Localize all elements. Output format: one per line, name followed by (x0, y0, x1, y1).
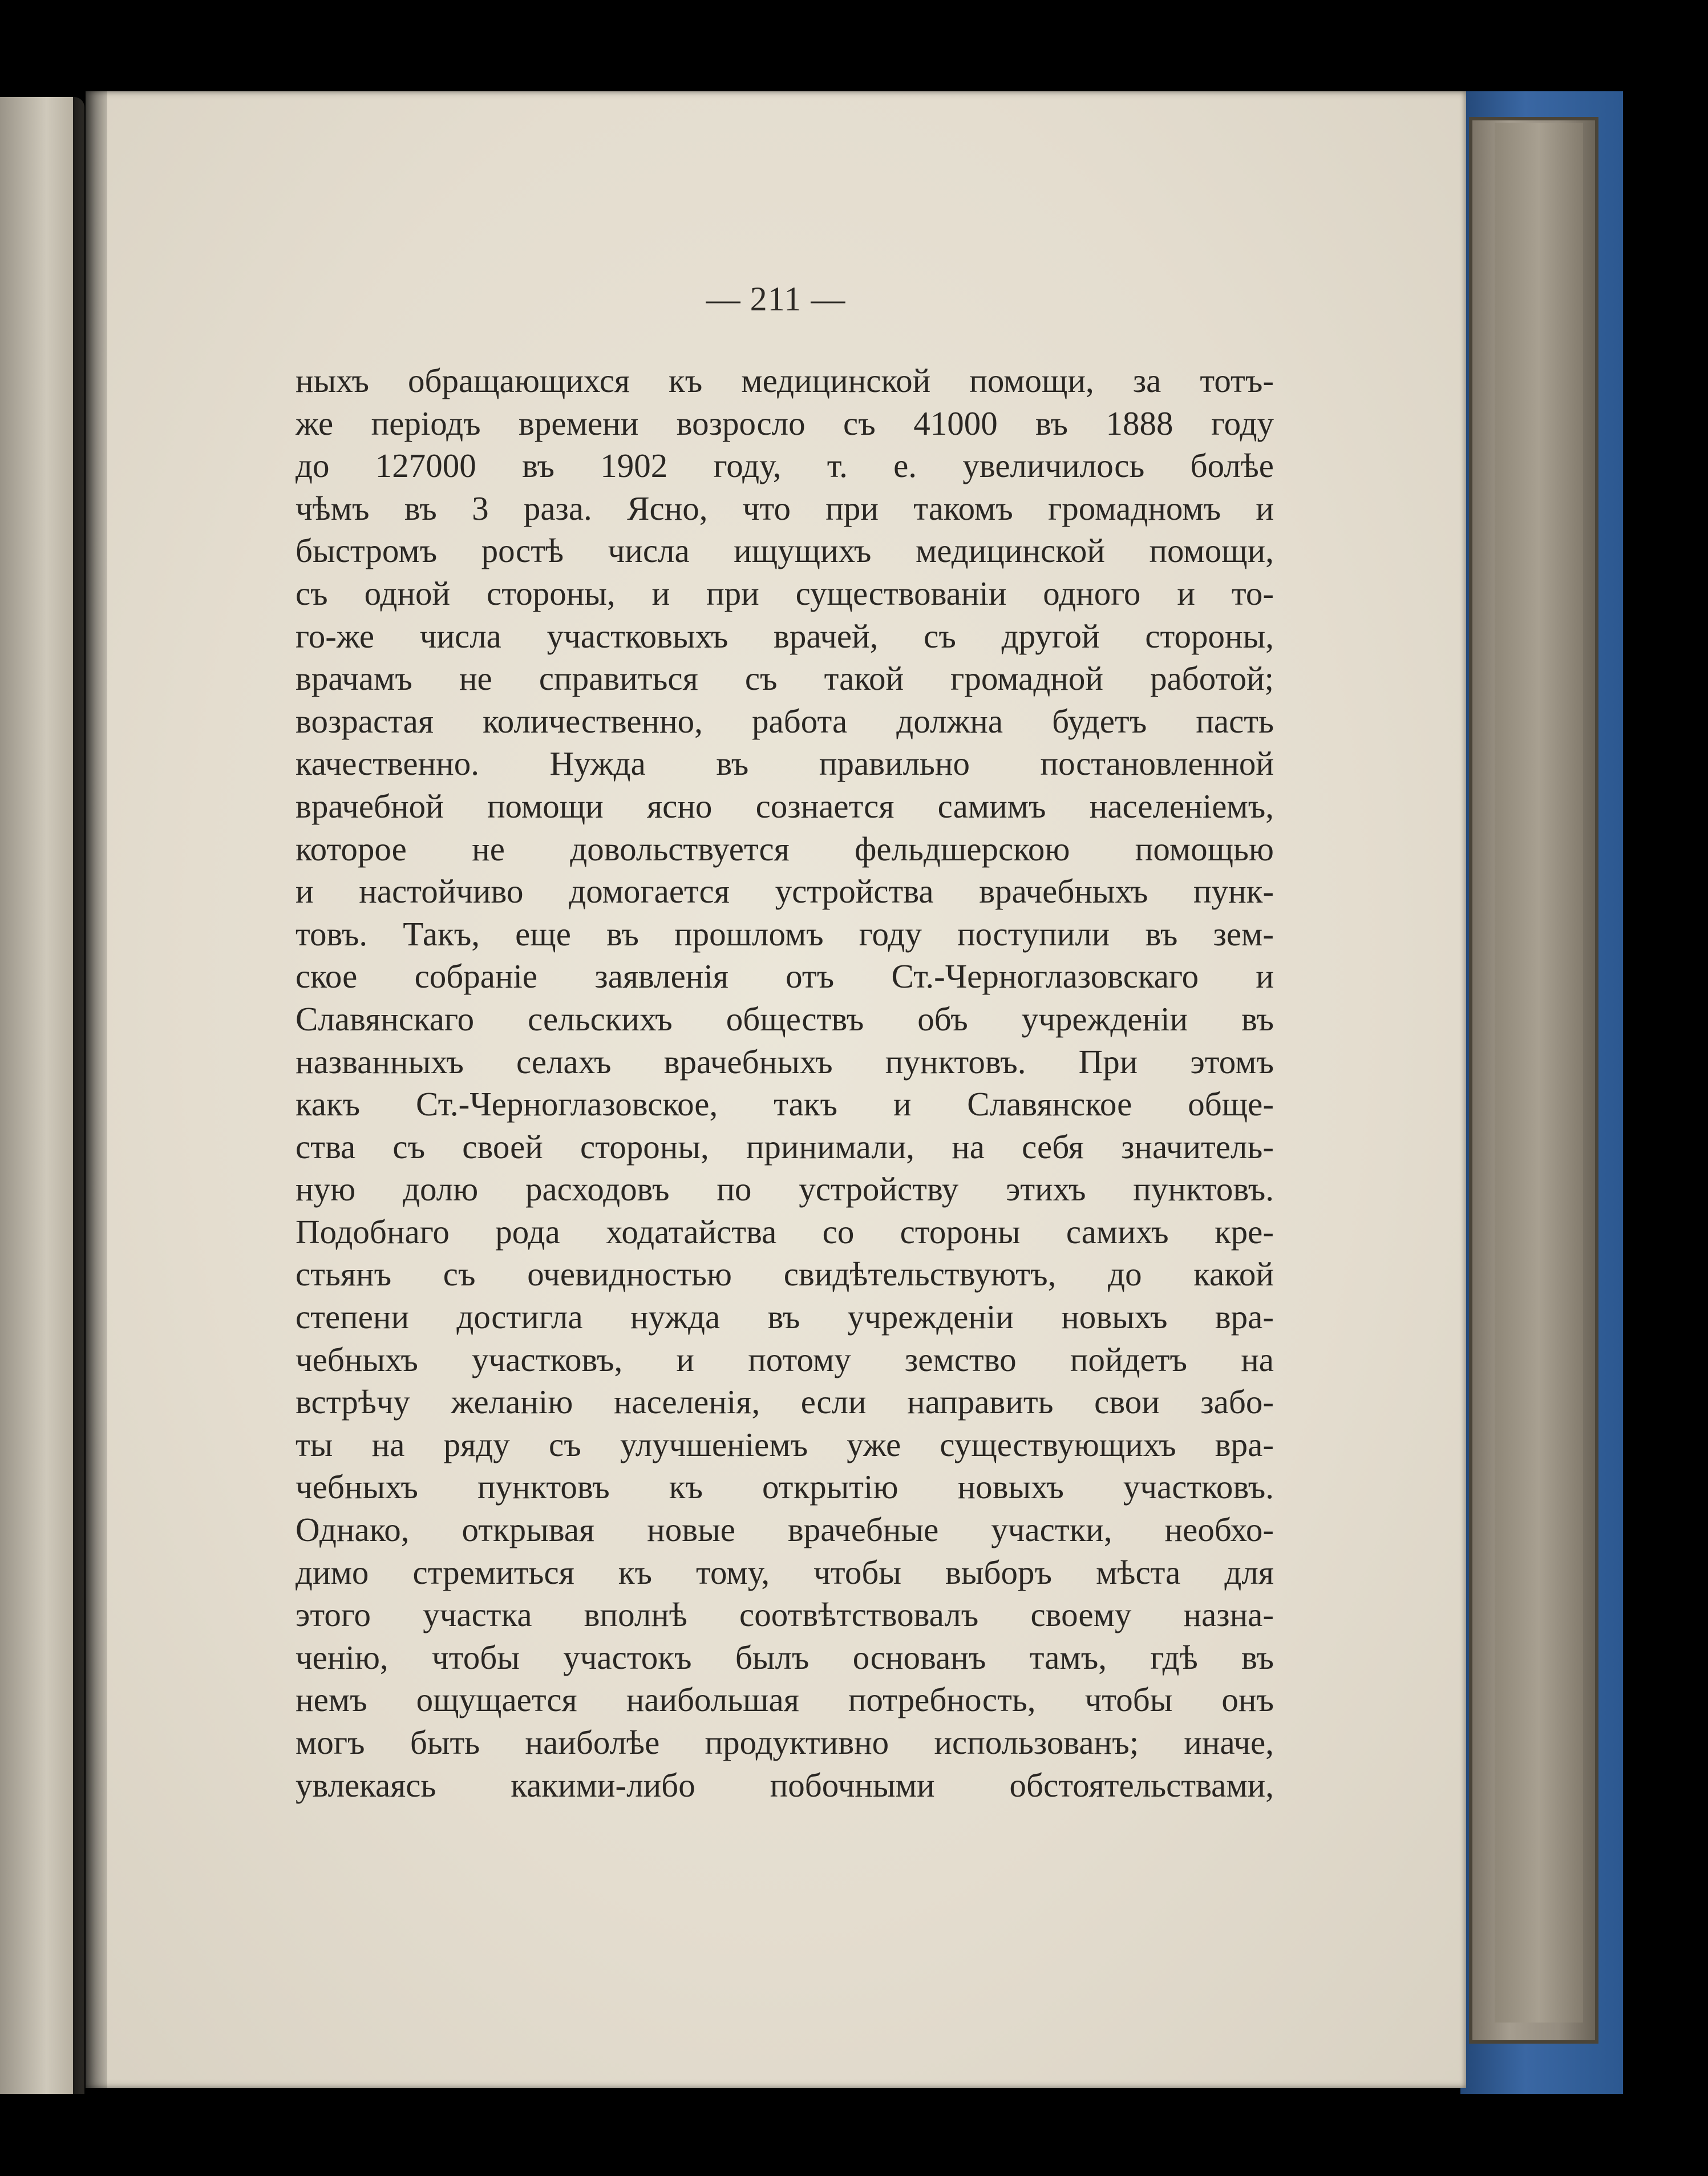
text-line: го-же числа участковыхъ врачей, съ другой стороны, (296, 617, 1274, 655)
text-line: Славянскаго сельскихъ обществъ объ учрежденіи въ (296, 1000, 1274, 1038)
text-line: стьянъ съ очевидностью свидѣтельствуютъ, до какой (296, 1255, 1274, 1293)
text-line: Однако, открывая новые врачебные участки, необхо- (296, 1511, 1274, 1549)
text-line: съ одной стороны, и при существованіи одного и то- (296, 574, 1274, 612)
text-line: могъ быть наиболѣе продуктивно использованъ; иначе, (296, 1724, 1274, 1761)
page-gutter-shadow (73, 91, 107, 2094)
text-line: качественно. Нужда въ правильно постановленной (296, 745, 1274, 783)
text-line: ства съ своей стороны, принимали, на себя значитель- (296, 1127, 1274, 1166)
body-text (296, 359, 1274, 1806)
text-line: ское собраніе заявленія отъ Ст.-Черноглазовскаго и (296, 957, 1274, 996)
text-line: же періодъ времени возросло съ 41000 въ 1888 году (296, 404, 1274, 442)
text-line: врачебной помощи ясно сознается самимъ населеніемъ, (296, 787, 1274, 825)
text-line: товъ. Такъ, еще въ прошломъ году поступили въ зем- (296, 915, 1274, 953)
previous-page-edge (0, 97, 84, 2094)
page-stack-inner (1495, 123, 1583, 2023)
page-number: — 211 — (706, 280, 846, 318)
book-page (86, 91, 1466, 2088)
text-line: увлекаясь какими-либо побочными обстоятельствами, (296, 1766, 1274, 1804)
text-line: какъ Ст.-Черноглазовское, такъ и Славянское обще- (296, 1085, 1274, 1123)
text-line: ченію, чтобы участокъ былъ основанъ тамъ, гдѣ въ (296, 1638, 1274, 1676)
text-line: названныхъ селахъ врачебныхъ пунктовъ. При этомъ (296, 1042, 1274, 1081)
text-line: чебныхъ участковъ, и потому земство пойдетъ на (296, 1340, 1274, 1378)
text-line: ты на ряду съ улучшеніемъ уже существующихъ вра- (296, 1425, 1274, 1463)
text-line: чебныхъ пунктовъ къ открытію новыхъ участковъ. (296, 1468, 1274, 1506)
text-line: быстромъ ростѣ числа ищущихъ медицинской помощи, (296, 532, 1274, 570)
text-line: которое не довольствуется фельдшерскою помощью (296, 830, 1274, 868)
text-line: врачамъ не справиться съ такой громадной работой; (296, 660, 1274, 698)
text-line: этого участка вполнѣ соотвѣтствовалъ своему назна- (296, 1596, 1274, 1634)
text-line: немъ ощущается наибольшая потребность, чтобы онъ (296, 1681, 1274, 1719)
text-line: до 127000 въ 1902 году, т. е. увеличилось болѣе (296, 447, 1274, 485)
text-line: степени достигла нужда въ учрежденіи новыхъ вра- (296, 1298, 1274, 1336)
text-line: ную долю расходовъ по устройству этихъ пунктовъ. (296, 1170, 1274, 1208)
text-line: возрастая количественно, работа должна будетъ пасть (296, 702, 1274, 740)
text-line: ныхъ обращающихся къ медицинской помощи, за тотъ- (296, 362, 1274, 399)
text-line: чѣмъ въ 3 раза. Ясно, что при такомъ громадномъ и (296, 489, 1274, 527)
text-line: димо стремиться къ тому, чтобы выборъ мѣста для (296, 1553, 1274, 1591)
text-line: Подобнаго рода ходатайства со стороны самихъ кре- (296, 1212, 1274, 1251)
text-line: встрѣчу желанію населенія, если направить свои забо- (296, 1383, 1274, 1421)
text-line: и настойчиво домогается устройства врачебныхъ пунк- (296, 872, 1274, 911)
